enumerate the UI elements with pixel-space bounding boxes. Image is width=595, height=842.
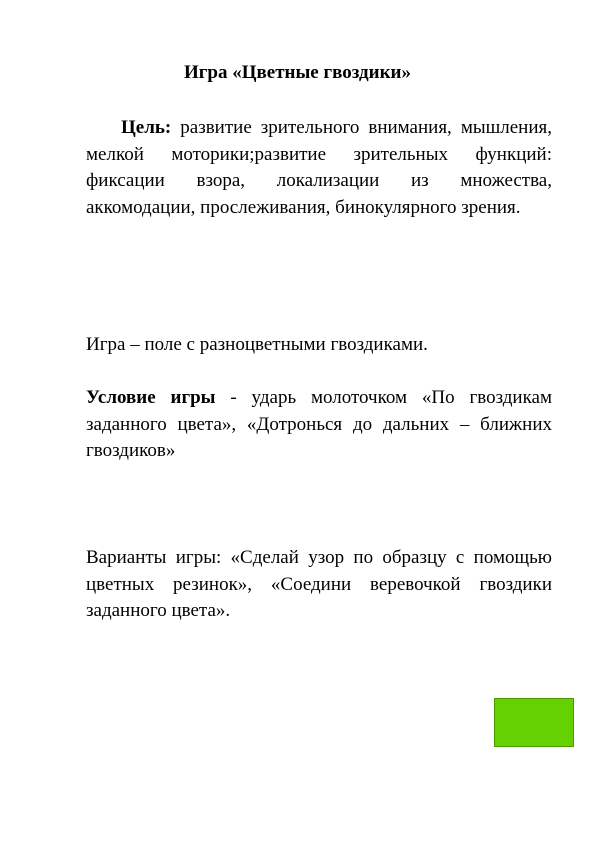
condition-text: - ударь молоточком «По гвоздикам заданного цвета», «Дотронься до дальних – ближних гвоздиков» (86, 387, 552, 461)
goal-paragraph (86, 115, 552, 221)
goal-text: развитие зрительного внимания, мышления, мелкой моторики;развитие зрительных функций: фиксации взора, локализации из множества, аккомодации, прослеживания, бинокулярного зрения. (86, 117, 552, 218)
game-description-paragraph: Игра – поле с разноцветными гвоздиками. (86, 334, 428, 355)
green-rectangle (494, 698, 574, 747)
goal-label: Цель: (121, 117, 172, 138)
condition-paragraph (86, 385, 552, 465)
condition-label: Условие игры (86, 387, 216, 408)
variants-paragraph: Варианты игры: «Сделай узор по образцу с помощью цветных резинок», «Соедини веревочкой гвоздики заданного цвета». (86, 547, 552, 621)
document-title: Игра «Цветные гвоздики» (184, 62, 411, 83)
